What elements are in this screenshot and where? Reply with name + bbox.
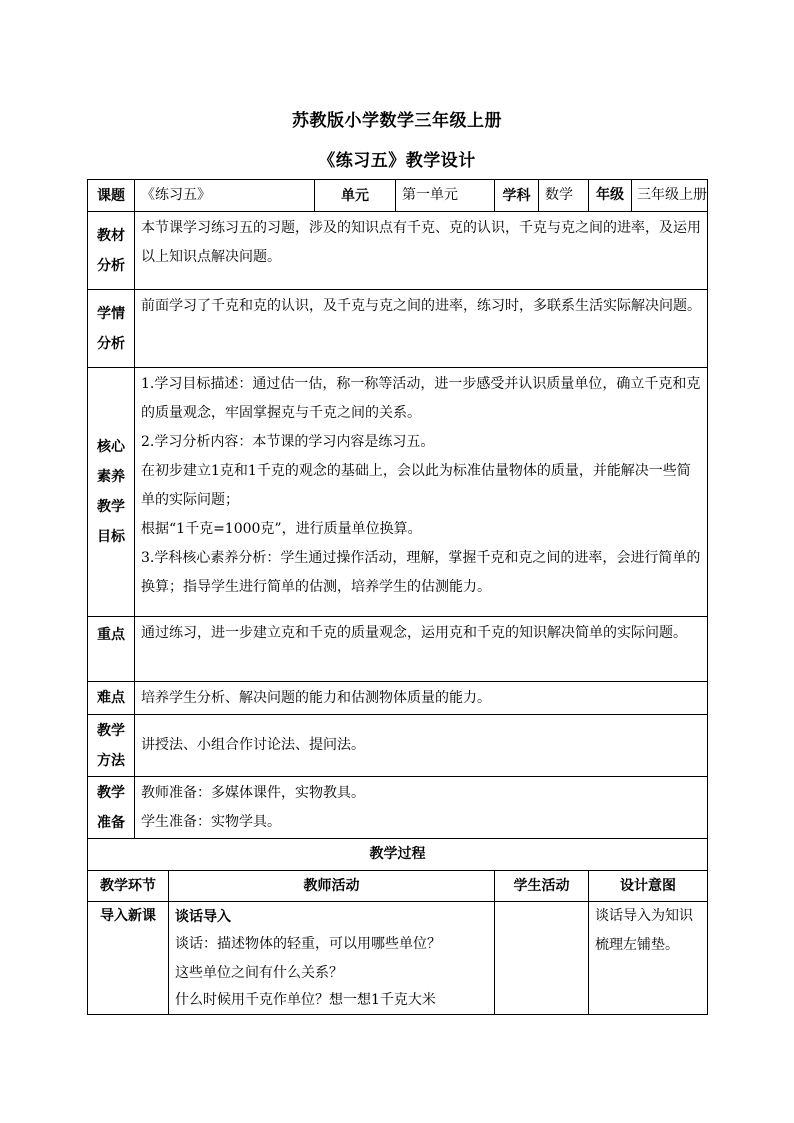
process-row	[88, 902, 708, 1015]
unit-label: 单元	[315, 180, 396, 212]
learner-text: 前面学习了千克和克的认识，及千克与克之间的进率，练习时，多联系生活实际解决问题。	[135, 290, 708, 368]
learner-label-line: 学情	[97, 305, 125, 322]
prep-row	[88, 777, 708, 839]
subject-label: 学科	[495, 180, 539, 212]
grade-label: 年级	[589, 180, 632, 211]
goal-line: 在初步建立1克和1千克的观念的基础上，会以此为标准估量物体的质量，并能解决一些简单的实际问题；	[141, 463, 691, 508]
textbook-label-line: 分析	[97, 257, 125, 274]
learner-row	[88, 290, 708, 368]
keypoint-text: 通过练习，进一步建立克和千克的质量观念，运用克和千克的知识解决简单的实际问题。	[135, 617, 708, 682]
textbook-label	[88, 212, 135, 290]
difficulty-row	[88, 682, 708, 715]
textbook-row	[88, 212, 708, 290]
prep-text	[135, 777, 708, 839]
teacher-heading: 谈话导入	[175, 909, 231, 925]
grade-cell	[589, 180, 708, 212]
keypoint-label: 重点	[88, 617, 135, 682]
teacher-header: 教师活动	[169, 871, 495, 902]
intent-cell: 谈话导入为知识梳理左铺垫。	[589, 902, 708, 1015]
process-title-row	[88, 839, 708, 871]
topic-value: 《练习五》	[135, 180, 315, 212]
unit-value: 第一单元	[396, 180, 495, 212]
goals-text	[135, 368, 708, 617]
prep-label-line: 教学	[97, 784, 125, 801]
prep-line: 学生准备：实物学具。	[141, 813, 281, 830]
header-row	[88, 180, 708, 212]
prep-label	[88, 777, 135, 839]
goal-line: 1.学习目标描述：通过估一估，称一称等活动，进一步感受并认识质量单位，确立千克和克的质量观念，牢固掌握克与千克之间的关系。	[141, 376, 701, 421]
document-subtitle: 《练习五》教学设计	[318, 151, 476, 171]
goal-line: 根据“1千克=1000克”，进行质量单位换算。	[141, 521, 422, 537]
goals-label-line: 教学	[97, 499, 125, 515]
method-row	[88, 715, 708, 777]
textbook-label-line: 教材	[97, 227, 125, 244]
stage-cell: 导入新课	[88, 902, 169, 1015]
goals-row	[88, 368, 708, 617]
teacher-line: 这些单位之间有什么关系？	[175, 965, 343, 981]
topic-label: 课题	[88, 180, 135, 212]
difficulty-label: 难点	[88, 682, 135, 715]
method-label-line: 方法	[97, 752, 125, 769]
prep-line: 教师准备：多媒体课件，实物教具。	[141, 784, 365, 801]
learner-label-line: 分析	[97, 335, 125, 352]
difficulty-text: 培养学生分析、解决问题的能力和估测物体质量的能力。	[135, 682, 708, 715]
teacher-line: 什么时候用千克作单位？想一想1千克大米	[175, 992, 436, 1008]
process-title: 教学过程	[88, 839, 708, 871]
student-header: 学生活动	[495, 871, 589, 902]
goal-line: 3.学科核心素养分析：学生通过操作活动，理解，掌握千克和克之间的进率，会进行简单的换算；指导学生进行简单的估测，培养学生的估测能力。	[141, 550, 701, 595]
document-title: 苏教版小学数学三年级上册	[292, 111, 502, 131]
grade-value: 三年级上册	[637, 187, 707, 203]
goals-label	[88, 368, 135, 617]
subject-value: 数学	[539, 180, 589, 212]
goal-line: 2.学习分析内容：本节课的学习内容是练习五。	[141, 434, 435, 450]
goals-label-line: 核心	[97, 439, 125, 455]
method-label-line: 教学	[97, 722, 125, 739]
method-label	[88, 715, 135, 777]
goals-label-line: 目标	[97, 529, 125, 545]
teacher-cell	[169, 902, 495, 1015]
prep-label-line: 准备	[97, 814, 125, 831]
stage-header: 教学环节	[88, 871, 169, 902]
lesson-plan-table	[87, 179, 708, 1015]
intent-header: 设计意图	[589, 871, 708, 902]
method-text: 讲授法、小组合作讨论法、提问法。	[135, 715, 708, 777]
process-header-row	[88, 871, 708, 902]
goals-label-line: 素养	[97, 469, 125, 485]
teacher-line: 谈话：描述物体的轻重，可以用哪些单位？	[175, 936, 441, 952]
keypoint-row	[88, 617, 708, 682]
textbook-text: 本节课学习练习五的习题，涉及的知识点有千克、克的认识，千克与克之间的进率，及运用以上知识点解决问题。	[135, 212, 708, 290]
learner-label	[88, 290, 135, 368]
student-cell	[495, 902, 589, 1015]
